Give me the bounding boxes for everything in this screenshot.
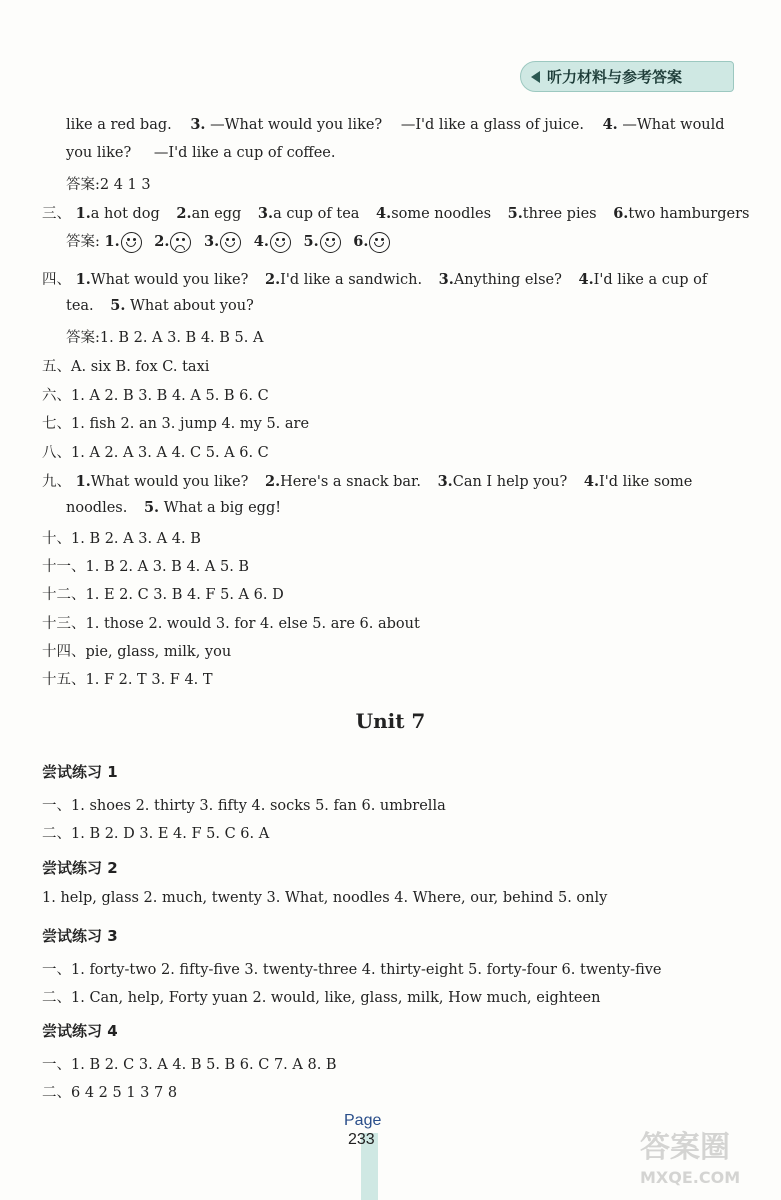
item-number: 4. [578, 271, 594, 288]
section-8-line: 八、1. A 2. A 3. A 4. C 5. A 6. C [42, 445, 269, 461]
section-label: 四、 [42, 272, 71, 288]
practice-2-line-a: 1. help, glass 2. much, twenty 3. What, noodles 4. Where, our, behind 5. only [42, 890, 608, 906]
section-4-line [42, 268, 707, 289]
item-text: Here's a snack bar. [280, 474, 421, 490]
unit-title: Unit 7 [355, 709, 426, 733]
section-12-line: 十二、1. E 2. C 3. B 4. F 5. A 6. D [42, 587, 284, 603]
section-5-line: 五、A. six B. fox C. taxi [42, 359, 210, 375]
item-number: 2. [154, 233, 170, 250]
item-number: 4. [583, 473, 599, 490]
item-number: 1. [75, 473, 91, 490]
watermark-logo [640, 1130, 774, 1193]
answer-line: 答案:1. B 2. A 3. B 4. B 5. A [66, 330, 264, 346]
text-line [66, 145, 336, 161]
item-number: 3. [437, 473, 453, 490]
practice-3-line-b: 二、1. Can, help, Forty yuan 2. would, like, glass, milk, How much, eighteen [42, 990, 601, 1006]
text-line [66, 116, 725, 133]
item-number: 6. [613, 205, 629, 222]
item-text: What would you like? [90, 474, 249, 490]
answer-label: 答案: [66, 234, 100, 250]
text-span: —What would you like? [210, 117, 383, 133]
item-number: 3. [190, 116, 206, 133]
watermark-sub-text: MXQE.COM [640, 1168, 741, 1187]
text-line [66, 499, 281, 516]
item-text: I'd like some [599, 474, 693, 490]
practice-3-title: 尝试练习 3 [42, 927, 118, 945]
practice-1-title: 尝试练习 1 [42, 763, 118, 781]
practice-4-title: 尝试练习 4 [42, 1022, 118, 1040]
section-label: 九、 [42, 474, 71, 490]
item-text: an egg [191, 206, 242, 222]
item-number: 1. [75, 271, 91, 288]
text-span: —I'd like a cup of coffee. [153, 145, 336, 161]
item-number: 5. [507, 205, 523, 222]
practice-4-line-a: 一、1. B 2. C 3. A 4. B 5. B 6. C 7. A 8. B [42, 1057, 337, 1073]
watermark-main-text: 答案圈 [640, 1130, 730, 1165]
text-line [66, 297, 254, 314]
section-label: 三、 [42, 206, 71, 222]
page-label: Page [344, 1112, 382, 1129]
item-text: I'd like a sandwich. [280, 272, 423, 288]
smiley-face-icon [369, 232, 390, 253]
section-13-line: 十三、1. those 2. would 3. for 4. else 5. are 6. about [42, 616, 420, 632]
smiley-face-icon [270, 232, 291, 253]
section-6-line: 六、1. A 2. B 3. B 4. A 5. B 6. C [42, 388, 269, 404]
section-3-line [42, 202, 749, 223]
item-number: 4. [376, 205, 392, 222]
smiley-face-icon [121, 232, 142, 253]
item-number: 5. [143, 499, 160, 516]
section-14-line: 十四、pie, glass, milk, you [42, 644, 232, 660]
item-text: a cup of tea [273, 206, 360, 222]
section-11-line: 十一、1. B 2. A 3. B 4. A 5. B [42, 559, 250, 575]
practice-4-line-b: 二、6 4 2 5 1 3 7 8 [42, 1085, 178, 1101]
item-text: I'd like a cup of [593, 272, 708, 288]
item-number: 6. [353, 233, 369, 250]
practice-3-line-a: 一、1. forty-two 2. fifty-five 3. twenty-three 4. thirty-eight 5. forty-four 6. twenty-five [42, 962, 662, 978]
text-span: like a red bag. [66, 117, 172, 133]
item-text: Can I help you? [452, 474, 568, 490]
item-number: 2. [176, 205, 192, 222]
practice-1-line-a: 一、1. shoes 2. thirty 3. fifty 4. socks 5. fan 6. umbrella [42, 798, 446, 814]
item-text: tea. [66, 298, 94, 314]
section-7-line: 七、1. fish 2. an 3. jump 4. my 5. are [42, 416, 310, 432]
smiley-face-icon [320, 232, 341, 253]
section-9-line [42, 470, 692, 491]
item-number: 1. [104, 233, 120, 250]
item-text: a hot dog [90, 206, 160, 222]
item-text: Anything else? [453, 272, 562, 288]
item-text: two hamburgers [628, 206, 750, 222]
item-number: 5. [303, 233, 319, 250]
item-text: What a big egg! [163, 500, 282, 516]
practice-2-title: 尝试练习 2 [42, 859, 118, 877]
item-number: 4. [602, 116, 618, 133]
left-arrow-icon [531, 71, 540, 83]
practice-1-line-b: 二、1. B 2. D 3. E 4. F 5. C 6. A [42, 826, 270, 842]
item-text: three pies [522, 206, 597, 222]
item-text: What would you like? [90, 272, 249, 288]
item-number: 5. [110, 297, 126, 314]
item-number: 3. [204, 233, 220, 250]
item-text: What about you? [130, 298, 254, 314]
text-span: you like? [66, 145, 132, 161]
text-span: —I'd like a glass of juice. [400, 117, 584, 133]
item-number: 2. [264, 473, 281, 490]
emoji-answer-line [66, 230, 398, 253]
item-number: 4. [253, 233, 269, 250]
answer-line: 答案:2 4 1 3 [66, 177, 151, 193]
sad-face-icon [170, 232, 191, 253]
item-number: 3. [438, 271, 454, 288]
item-number: 1. [75, 205, 91, 222]
section-10-line: 十、1. B 2. A 3. A 4. B [42, 531, 201, 547]
page-number: 233 [348, 1131, 375, 1148]
smiley-face-icon [220, 232, 241, 253]
item-text: noodles. [66, 500, 128, 516]
item-number: 3. [257, 205, 274, 222]
item-number: 2. [264, 271, 281, 288]
section-15-line: 十五、1. F 2. T 3. F 4. T [42, 672, 213, 688]
section-header-tab [520, 61, 734, 92]
header-title: 听力材料与参考答案 [547, 68, 683, 86]
item-text: some noodles [391, 206, 492, 222]
text-span: —What would [622, 117, 725, 133]
